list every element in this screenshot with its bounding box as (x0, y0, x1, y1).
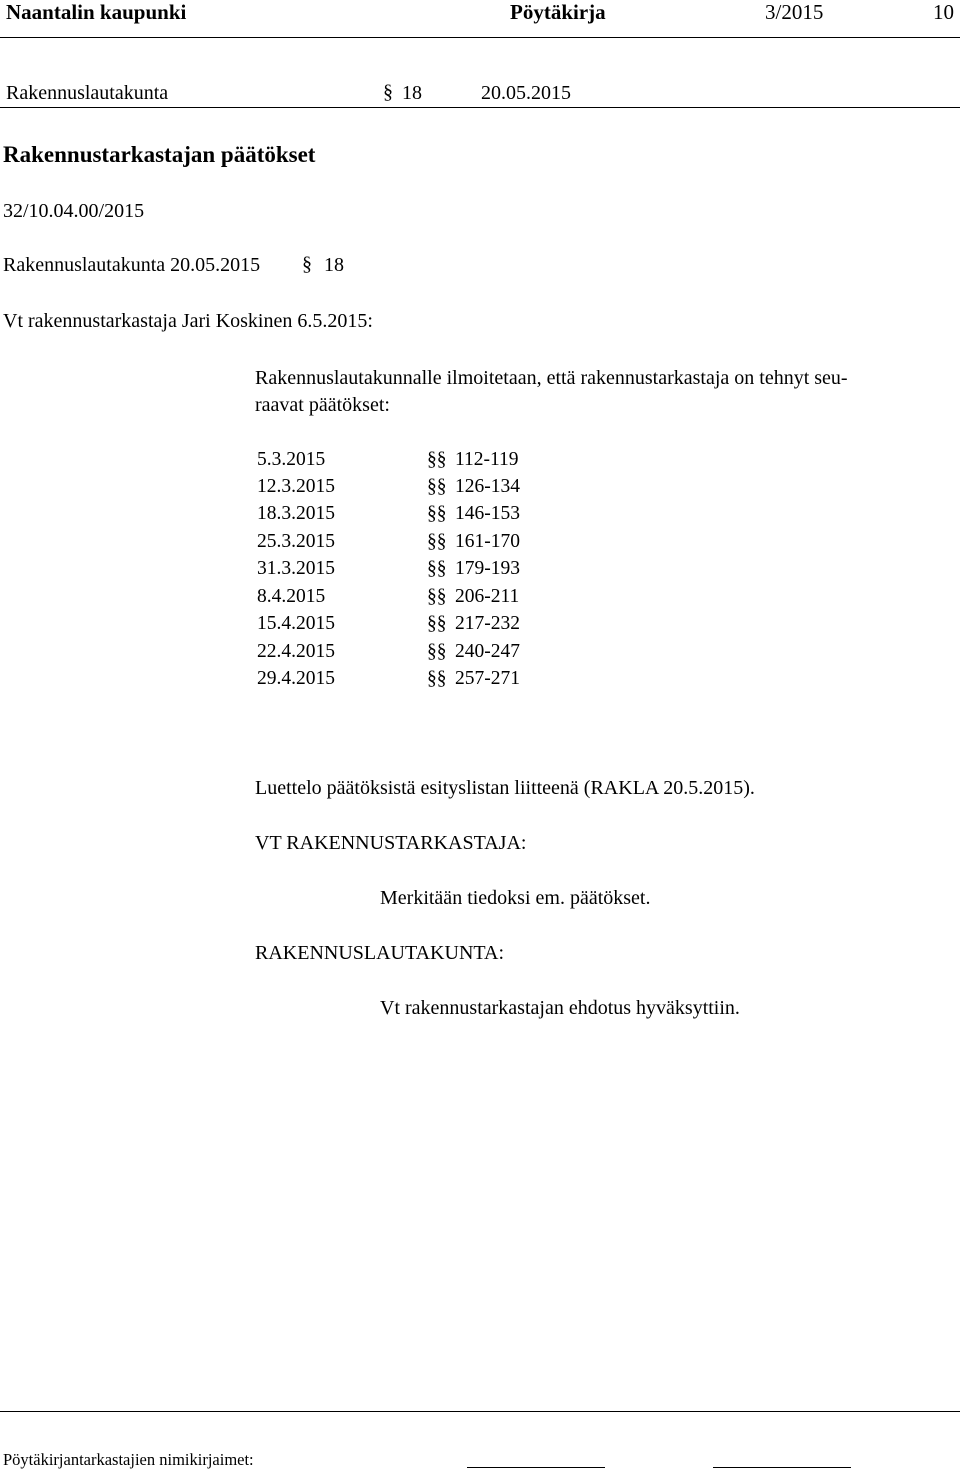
header-rule (0, 37, 960, 38)
decision-row (257, 503, 657, 530)
decision-row (257, 558, 657, 585)
header-doc-number: 3/2015 (765, 0, 824, 24)
decision-row (257, 641, 657, 668)
initials-line (467, 1467, 605, 1468)
decision-range: 126-134 (455, 476, 520, 497)
decision-range: 112-119 (455, 449, 519, 470)
item-ref-line2: Vt rakennustarkastaja Jari Koskinen 6.5.2015: (3, 310, 373, 332)
decision-row (257, 531, 657, 558)
initials-line (713, 1467, 851, 1468)
header-page-number: 10 (933, 0, 954, 24)
decision-section-symbol: §§ (427, 613, 447, 634)
decision-date: 8.4.2015 (257, 586, 326, 607)
item-file-id: 32/10.04.00/2015 (3, 200, 145, 222)
decider-label: RAKENNUSLAUTAKUNTA: (255, 942, 505, 964)
subheader-body: Rakennuslautakunta (6, 82, 169, 104)
decision-date: 31.3.2015 (257, 558, 335, 579)
decision-section-symbol: §§ (427, 668, 447, 689)
item-ref-symbol: § (302, 253, 312, 275)
subheader-date: 20.05.2015 (481, 82, 571, 104)
decision-section-symbol: §§ (427, 641, 447, 662)
subheader-section-number: 18 (402, 82, 422, 104)
decision-row (257, 476, 657, 503)
item-ref-line1: Rakennuslautakunta 20.05.2015 (3, 254, 261, 276)
decision-section-symbol: §§ (427, 476, 447, 497)
decision-date: 18.3.2015 (257, 503, 335, 524)
footer-rule (0, 1411, 960, 1412)
decision-text: Vt rakennustarkastajan ehdotus hyväksyttiin. (380, 997, 740, 1019)
decision-row (257, 449, 657, 476)
decision-range: 240-247 (455, 641, 520, 662)
decision-date: 15.4.2015 (257, 613, 335, 634)
body-intro-line1: Rakennuslautakunnalle ilmoitetaan, että rakennustarkastaja on tehnyt seu- (255, 367, 848, 389)
proposer-label: VT RAKENNUSTARKASTAJA: (255, 832, 527, 854)
decision-section-symbol: §§ (427, 558, 447, 579)
decision-date: 5.3.2015 (257, 449, 326, 470)
decision-range: 146-153 (455, 503, 520, 524)
subheader-rule (0, 107, 960, 108)
decision-range: 179-193 (455, 558, 520, 579)
decision-section-symbol: §§ (427, 503, 447, 524)
decision-date: 22.4.2015 (257, 641, 335, 662)
decision-section-symbol: §§ (427, 449, 447, 470)
decision-date: 25.3.2015 (257, 531, 335, 552)
decision-row (257, 613, 657, 640)
item-ref-number: 18 (324, 254, 344, 276)
body-intro-line2: raavat päätökset: (255, 394, 390, 416)
footer-label: Pöytäkirjantarkastajien nimikirjaimet: (3, 1450, 254, 1469)
decision-range: 161-170 (455, 531, 520, 552)
subheader-section-symbol: § (383, 81, 393, 103)
decision-row (257, 668, 657, 695)
decision-date: 12.3.2015 (257, 476, 335, 497)
proposal-text: Merkitään tiedoksi em. päätökset. (380, 887, 651, 909)
decision-range: 217-232 (455, 613, 520, 634)
decision-date: 29.4.2015 (257, 668, 335, 689)
item-title: Rakennustarkastajan päätökset (3, 142, 316, 167)
header-doc-type: Pöytäkirja (510, 0, 606, 24)
decision-range: 206-211 (455, 586, 520, 607)
decision-section-symbol: §§ (427, 531, 447, 552)
decision-section-symbol: §§ (427, 586, 447, 607)
decision-row (257, 586, 657, 613)
decision-range: 257-271 (455, 668, 520, 689)
list-note: Luettelo päätöksistä esityslistan liitteenä (RAKLA 20.5.2015). (255, 777, 755, 799)
header-org: Naantalin kaupunki (6, 0, 187, 24)
